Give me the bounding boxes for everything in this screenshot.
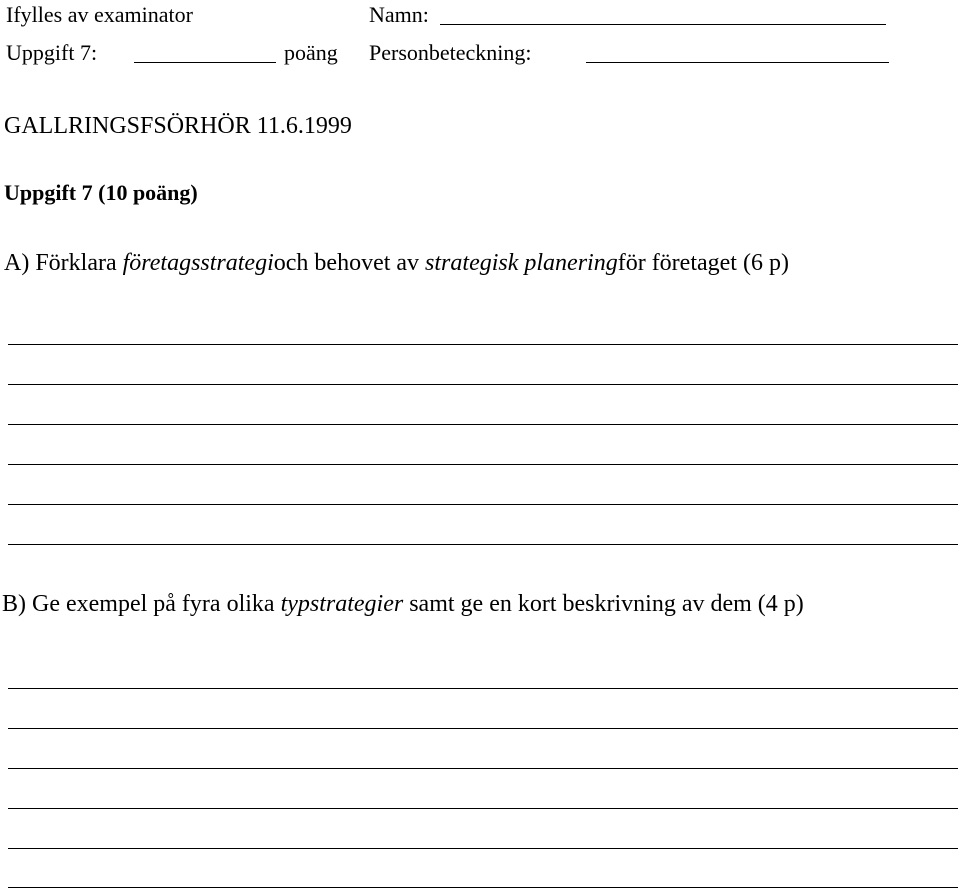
answer-line[interactable] bbox=[8, 384, 958, 385]
name-label: Namn: bbox=[369, 2, 429, 27]
answer-line[interactable] bbox=[8, 887, 958, 888]
answer-line[interactable] bbox=[8, 344, 958, 345]
answer-line[interactable] bbox=[8, 688, 958, 689]
name-field[interactable] bbox=[440, 24, 886, 25]
task-heading: Uppgift 7 (10 poäng) bbox=[4, 180, 198, 205]
question-b-suffix: samt ge en kort beskrivning av dem (4 p) bbox=[403, 591, 804, 617]
question-b bbox=[2, 590, 804, 618]
answer-line[interactable] bbox=[8, 848, 958, 849]
task-points-label: Uppgift 7: bbox=[6, 40, 98, 65]
answer-line[interactable] bbox=[8, 504, 958, 505]
question-a-term-1: företagsstrategi bbox=[122, 250, 274, 276]
exam-title: GALLRINGSFSÖRHÖR 11.6.1999 bbox=[4, 113, 352, 139]
person-id-field[interactable] bbox=[586, 62, 889, 63]
answer-line[interactable] bbox=[8, 728, 958, 729]
question-a-prefix: A) Förklara bbox=[4, 250, 123, 276]
examiner-label: Ifylles av examinator bbox=[6, 2, 193, 27]
answer-line[interactable] bbox=[8, 768, 958, 769]
question-a-term-2: strategisk planering bbox=[425, 250, 618, 276]
answer-line[interactable] bbox=[8, 544, 958, 545]
answer-line[interactable] bbox=[8, 464, 958, 465]
question-a-middle: och behovet av bbox=[273, 250, 426, 276]
question-a-suffix: för företaget (6 p) bbox=[617, 250, 789, 276]
question-b-prefix: B) Ge exempel på fyra olika bbox=[2, 591, 281, 617]
answer-line[interactable] bbox=[8, 808, 958, 809]
answer-line[interactable] bbox=[8, 424, 958, 425]
points-label: poäng bbox=[284, 40, 338, 65]
task-points-field[interactable] bbox=[134, 62, 276, 63]
person-id-label: Personbeteckning: bbox=[369, 40, 532, 65]
question-a bbox=[4, 249, 789, 277]
question-b-term: typstrategier bbox=[280, 591, 404, 617]
